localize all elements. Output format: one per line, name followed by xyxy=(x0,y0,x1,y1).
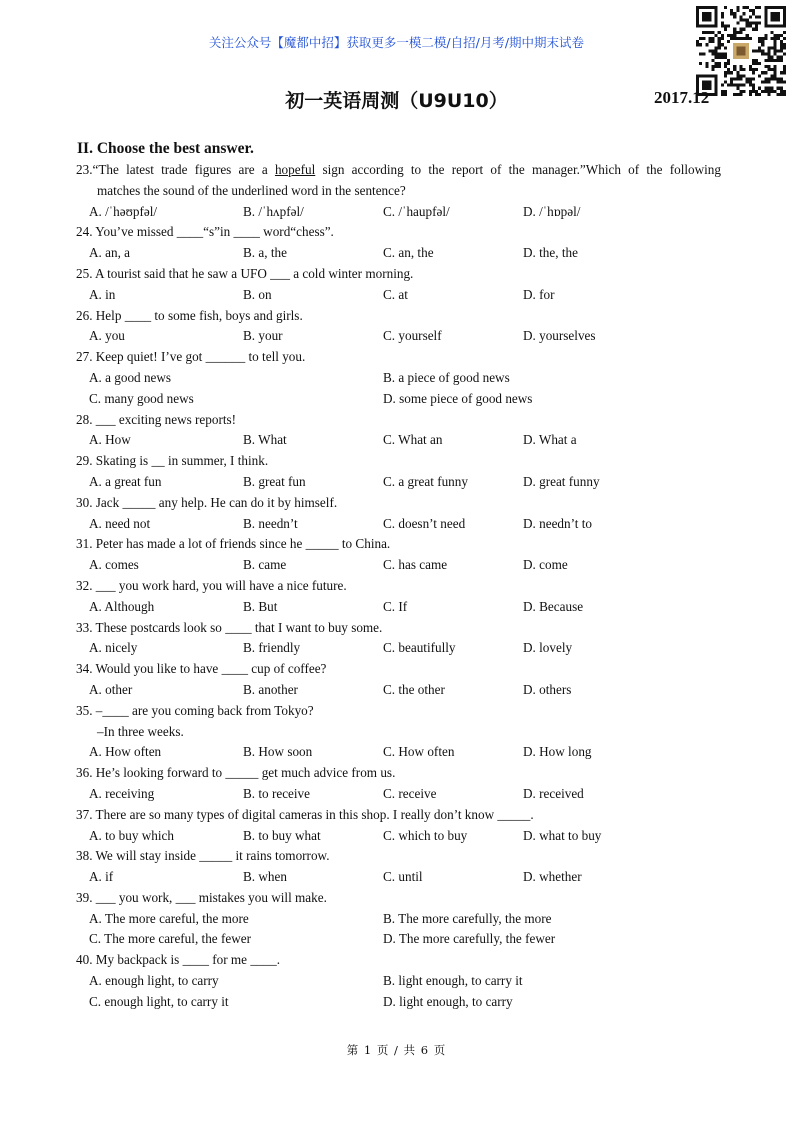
answer-option: D. The more carefully, the fewer xyxy=(383,931,556,947)
option-row xyxy=(76,971,721,992)
exam-date: 2017.12 xyxy=(654,88,710,107)
answer-option: A. to buy which xyxy=(89,827,174,843)
answer-option: A. an, a xyxy=(89,245,131,261)
question-text xyxy=(76,846,721,867)
question-text xyxy=(76,347,721,368)
answer-option: B. friendly xyxy=(243,640,301,656)
answer-option: A. you xyxy=(89,328,125,344)
answer-option: C. until xyxy=(383,869,423,885)
question-list xyxy=(76,160,721,1013)
question-text xyxy=(76,576,721,597)
question-text xyxy=(76,888,721,909)
answer-option: D. for xyxy=(523,286,555,302)
question-text-part: –In three weeks. xyxy=(97,723,184,739)
answer-option: B. But xyxy=(243,598,278,614)
question-text xyxy=(76,493,721,514)
question-text-part: 34. Would you like to have ____ cup of coffee? xyxy=(76,661,327,677)
answer-option: D. What a xyxy=(523,432,577,448)
answer-option: D. received xyxy=(523,785,584,801)
question-text xyxy=(76,950,721,971)
answer-option: C. yourself xyxy=(383,328,442,344)
answer-option: A. nicely xyxy=(89,640,138,656)
answer-option: D. needn’t to xyxy=(523,515,592,531)
question-text xyxy=(76,722,721,743)
answer-option: A. comes xyxy=(89,557,139,573)
answer-option: A. a great fun xyxy=(89,473,162,489)
answer-option: C. many good news xyxy=(89,390,194,406)
answer-option: B. a, the xyxy=(243,245,287,261)
question-text-part: matches the sound of the underlined word in the sentence? xyxy=(97,182,406,198)
question-text-part: 24. You’ve missed ____“s”in ____ word“chess”. xyxy=(76,224,334,240)
question-text-part: 37. There are so many types of digital cameras in this shop. I really don’t know _____. xyxy=(76,806,534,822)
answer-option: B. How soon xyxy=(243,744,313,760)
answer-option: C. a great funny xyxy=(383,473,468,489)
answer-option: B. to receive xyxy=(243,785,311,801)
question-text-part: 38. We will stay inside _____ it rains tomorrow. xyxy=(76,848,330,864)
option-row xyxy=(76,202,721,223)
answer-option: C. /ˈhaupfəl/ xyxy=(383,203,450,219)
option-row xyxy=(76,555,721,576)
question-text-part: 25. A tourist said that he saw a UFO ___ a cold winter morning. xyxy=(76,265,414,281)
option-row xyxy=(76,243,721,264)
answer-option: B. on xyxy=(243,286,272,302)
option-row xyxy=(76,742,721,763)
question-text xyxy=(76,763,721,784)
page-title: 初一英语周测（U9U10） xyxy=(285,90,508,112)
answer-option: D. light enough, to carry xyxy=(383,993,513,1009)
question-text-part: 29. Skating is __ in summer, I think. xyxy=(76,453,269,469)
option-row xyxy=(76,514,721,535)
answer-option: C. which to buy xyxy=(383,827,468,843)
answer-option: A. enough light, to carry xyxy=(89,973,219,989)
option-row xyxy=(76,784,721,805)
option-row xyxy=(76,597,721,618)
answer-option: B. came xyxy=(243,557,287,573)
answer-option: D. some piece of good news xyxy=(383,390,533,406)
answer-option: A. a good news xyxy=(89,369,172,385)
option-row xyxy=(76,389,721,410)
answer-option: B. needn’t xyxy=(243,515,298,531)
answer-option: A. /ˈhəʊpfəl/ xyxy=(89,203,158,219)
question-text-part: 31. Peter has made a lot of friends since he _____ to China. xyxy=(76,536,391,552)
question-text-part: 36. He’s looking forward to _____ get much advice from us. xyxy=(76,765,396,781)
answer-option: C. at xyxy=(383,286,408,302)
option-row xyxy=(76,929,721,950)
promo-banner: 关注公众号【魔都中招】获取更多一模二模/自招/月考/期中期末试卷 xyxy=(208,35,585,50)
option-row xyxy=(76,680,721,701)
answer-option: A. other xyxy=(89,681,133,697)
question-text-part: 30. Jack _____ any help. He can do it by himself. xyxy=(76,494,338,510)
question-text xyxy=(76,222,721,243)
answer-option: C. receive xyxy=(383,785,437,801)
question-text xyxy=(76,181,721,202)
answer-option: D. others xyxy=(523,681,572,697)
question-text xyxy=(76,264,721,285)
answer-option: B. to buy what xyxy=(243,827,321,843)
question-text xyxy=(76,805,721,826)
option-row xyxy=(76,368,721,389)
answer-option: D. come xyxy=(523,557,568,573)
question-text xyxy=(76,701,721,722)
option-row xyxy=(76,638,721,659)
answer-option: A. How xyxy=(89,432,131,448)
answer-option: C. beautifully xyxy=(383,640,456,656)
answer-option: A. Although xyxy=(89,598,155,614)
answer-option: B. your xyxy=(243,328,283,344)
question-text xyxy=(76,410,721,431)
question-text-part: 23.“The latest trade figures are a xyxy=(76,162,275,177)
answer-option: D. what to buy xyxy=(523,827,602,843)
answer-option: C. The more careful, the fewer xyxy=(89,931,251,947)
option-row xyxy=(76,867,721,888)
answer-option: B. The more carefully, the more xyxy=(383,910,552,926)
question-text-part: 32. ___ you work hard, you will have a nice future. xyxy=(76,577,347,593)
answer-option: C. has came xyxy=(383,557,448,573)
answer-option: D. Because xyxy=(523,598,584,614)
answer-option: A. need not xyxy=(89,515,151,531)
answer-option: C. enough light, to carry it xyxy=(89,993,229,1009)
question-text xyxy=(76,451,721,472)
answer-option: C. doesn’t need xyxy=(383,515,466,531)
page-footer: 第 1 页 / 共 6 页 xyxy=(346,1043,447,1057)
answer-option: B. great fun xyxy=(243,473,306,489)
question-text-part: 39. ___ you work, ___ mistakes you will make. xyxy=(76,889,327,905)
answer-option: B. /ˈhʌpfəl/ xyxy=(243,203,304,219)
option-row xyxy=(76,326,721,347)
option-row xyxy=(76,909,721,930)
answer-option: D. whether xyxy=(523,869,582,885)
section-title: II. Choose the best answer. xyxy=(77,140,254,157)
option-row xyxy=(76,826,721,847)
answer-option: C. What an xyxy=(383,432,443,448)
question-text xyxy=(76,534,721,555)
question-text xyxy=(76,618,721,639)
answer-option: D. lovely xyxy=(523,640,573,656)
answer-option: B. What xyxy=(243,432,287,448)
answer-option: A. How often xyxy=(89,744,162,760)
underlined-word: hopeful xyxy=(274,162,316,177)
answer-option: B. when xyxy=(243,869,287,885)
question-text-part: 26. Help ____ to some fish, boys and girls. xyxy=(76,307,303,323)
answer-option: D. great funny xyxy=(523,473,600,489)
answer-option: D. /ˈhɒpəl/ xyxy=(523,203,581,219)
option-row xyxy=(76,992,721,1013)
question-text-part: 27. Keep quiet! I’ve got ______ to tell you. xyxy=(76,349,306,365)
qr-code-image xyxy=(696,6,786,96)
option-row xyxy=(76,285,721,306)
question-text xyxy=(76,306,721,327)
answer-option: C. an, the xyxy=(383,245,434,261)
answer-option: D. the, the xyxy=(523,245,578,261)
answer-option: A. in xyxy=(89,286,116,302)
answer-option: C. If xyxy=(383,598,408,614)
question-text-part: 35. –____ are you coming back from Tokyo? xyxy=(76,702,314,718)
answer-option: A. if xyxy=(89,869,114,885)
answer-option: A. The more careful, the more xyxy=(89,910,249,926)
answer-option: C. How often xyxy=(383,744,455,760)
question-text xyxy=(76,160,721,181)
answer-option: B. another xyxy=(243,681,298,697)
question-text-part: 28. ___ exciting news reports! xyxy=(76,411,237,427)
question-text xyxy=(76,659,721,680)
option-row xyxy=(76,430,721,451)
question-text-part: 40. My backpack is ____ for me ____. xyxy=(76,952,281,968)
answer-option: C. the other xyxy=(383,681,445,697)
answer-option: B. light enough, to carry it xyxy=(383,973,523,989)
option-row xyxy=(76,472,721,493)
answer-option: B. a piece of good news xyxy=(383,369,510,385)
answer-option: D. yourselves xyxy=(523,328,596,344)
question-text-part: sign according to the report of the manager.”Which of the following xyxy=(315,162,721,177)
answer-option: D. How long xyxy=(523,744,592,760)
answer-option: A. receiving xyxy=(89,785,155,801)
question-text-part: 33. These postcards look so ____ that I want to buy some. xyxy=(76,619,383,635)
